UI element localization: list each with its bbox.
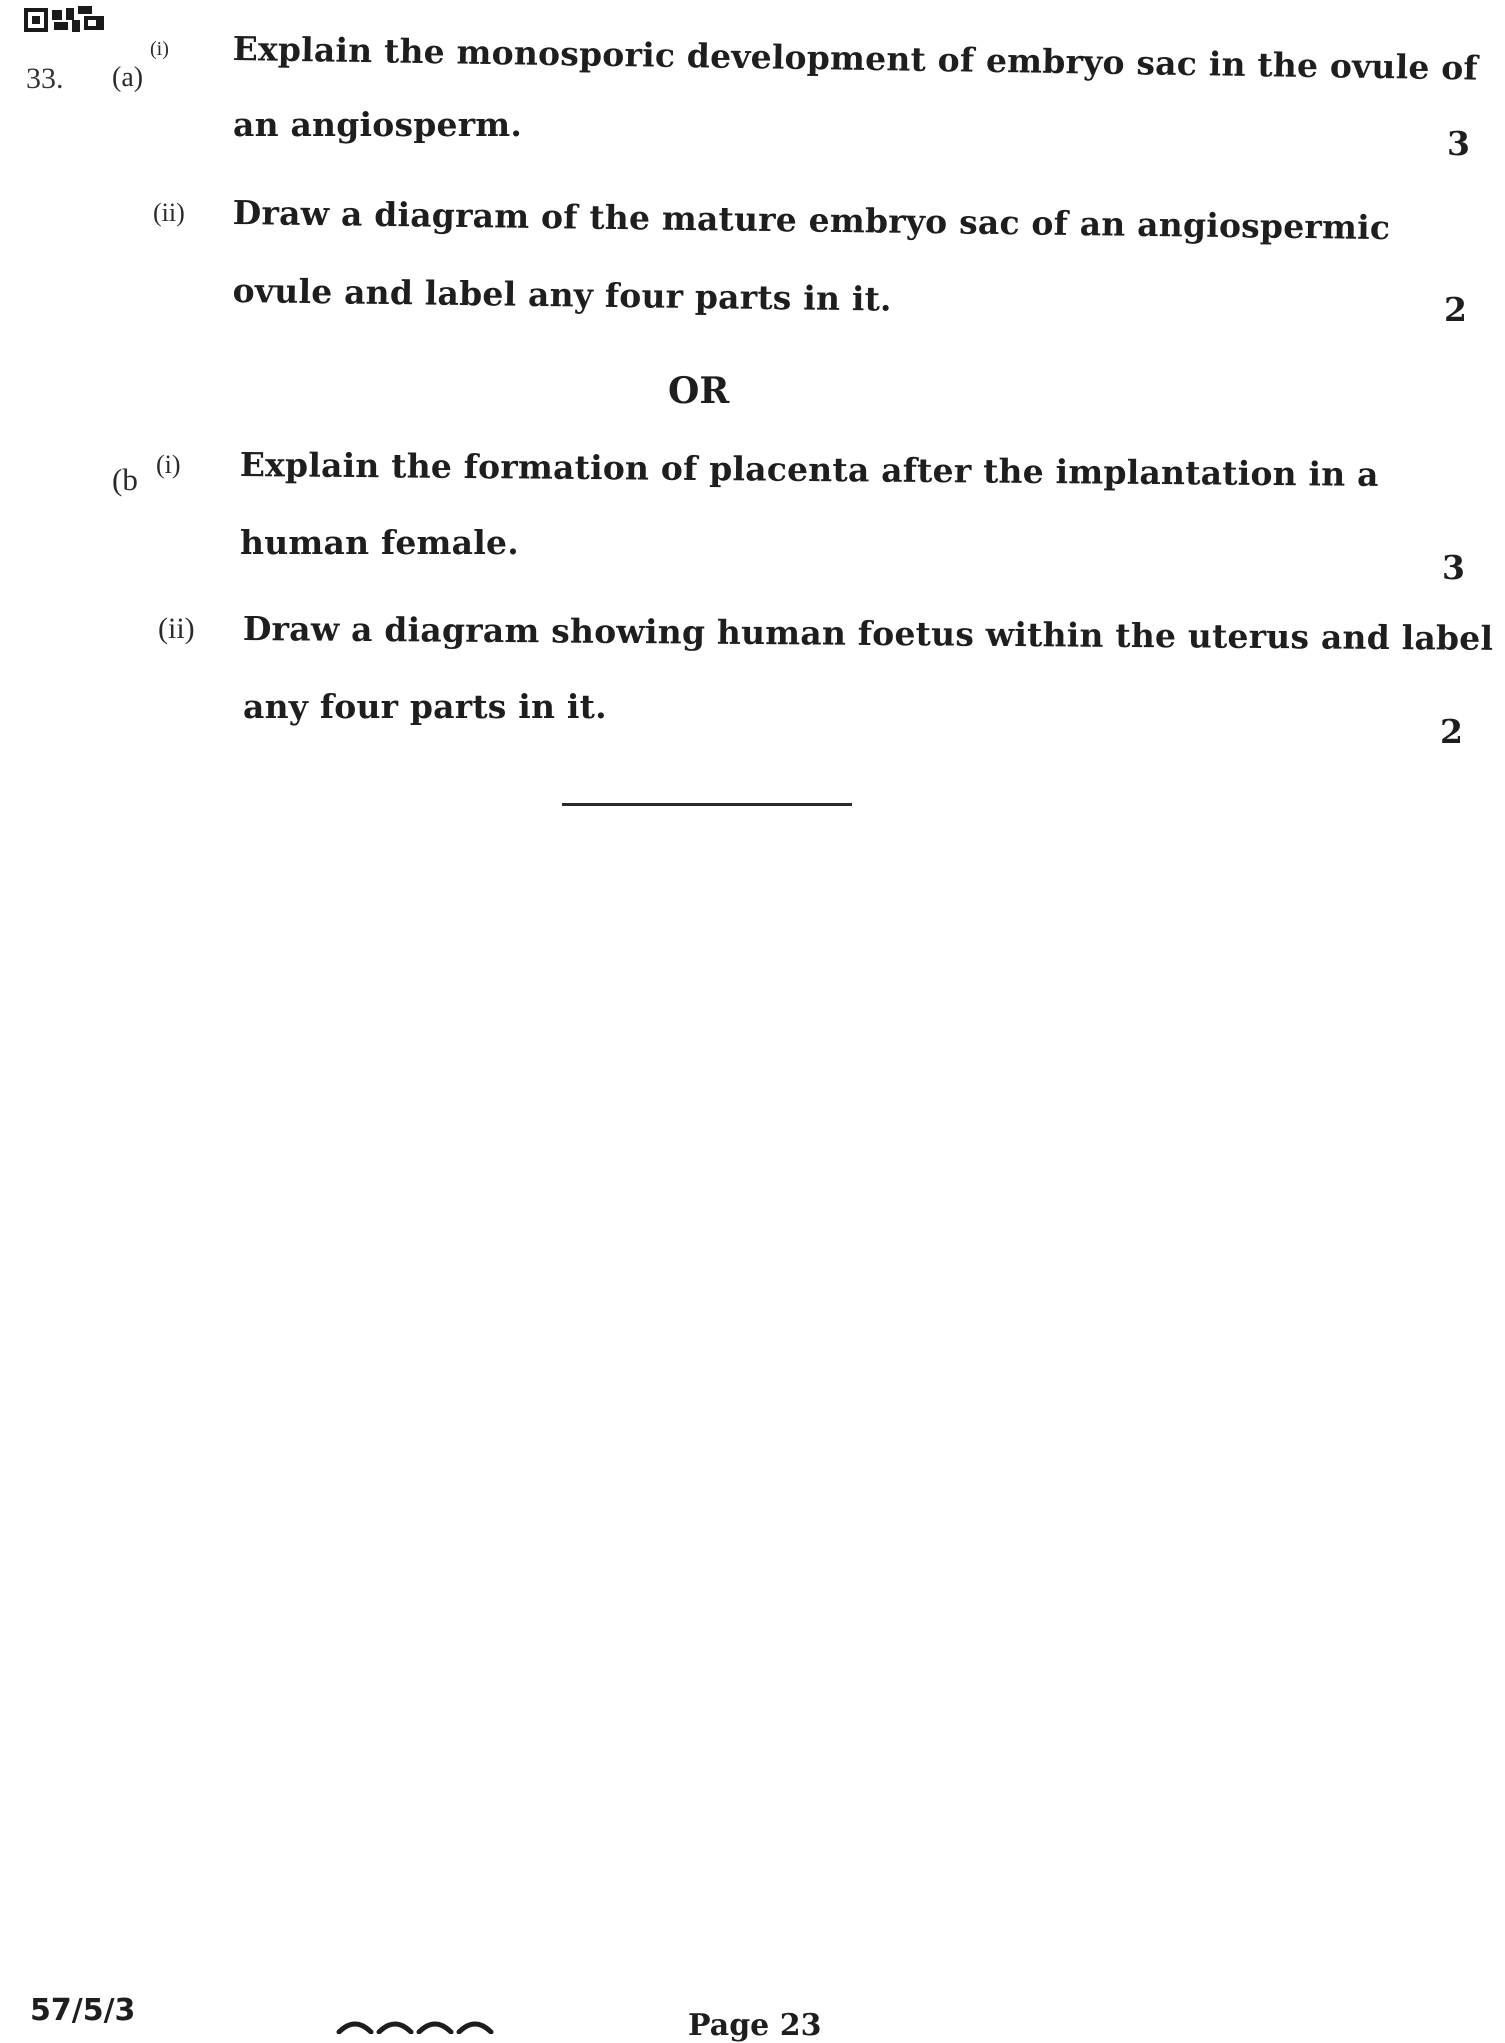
part-b-item-1-marks: 3 bbox=[1442, 548, 1465, 587]
part-b-item-2-line-1: Draw a diagram showing human foetus within the uterus and label bbox=[242, 608, 1494, 658]
qr-code-icon bbox=[24, 6, 110, 34]
part-a-item-1-label: (i) bbox=[150, 38, 169, 60]
part-a-item-2-label: (ii) bbox=[153, 198, 185, 227]
part-b-label: (b bbox=[112, 462, 138, 497]
part-a-item-2-line-1: Draw a diagram of the mature embryo sac of an angiospermic bbox=[232, 192, 1391, 248]
part-b-item-2-marks: 2 bbox=[1440, 712, 1463, 751]
part-a-item-1-line-2: an angiosperm. bbox=[233, 105, 523, 144]
part-b-item-2-line-2: any four parts in it. bbox=[243, 687, 607, 726]
part-a-label: (a) bbox=[112, 62, 144, 93]
part-a-item-2-line-2: ovule and label any four parts in it. bbox=[232, 270, 893, 319]
ornament-icon bbox=[335, 2016, 495, 2034]
part-b-item-1-label: (i) bbox=[156, 450, 181, 479]
or-separator: OR bbox=[668, 370, 730, 412]
part-a-item-2-marks: 2 bbox=[1444, 290, 1467, 329]
part-b-item-1-line-1: Explain the formation of placenta after the implantation in a bbox=[239, 444, 1379, 494]
part-b-item-2-label: (ii) bbox=[158, 612, 195, 645]
paper-code: 57/5/3 bbox=[30, 1993, 136, 2028]
part-a-item-1-line-1: Explain the monosporic development of embryo sac in the ovule of bbox=[232, 28, 1479, 88]
part-b-item-1-line-2: human female. bbox=[240, 523, 519, 562]
part-a-item-1-marks: 3 bbox=[1447, 124, 1470, 163]
page-number: Page 23 bbox=[688, 2008, 822, 2043]
question-number: 33. bbox=[26, 62, 64, 95]
end-rule bbox=[562, 803, 852, 806]
